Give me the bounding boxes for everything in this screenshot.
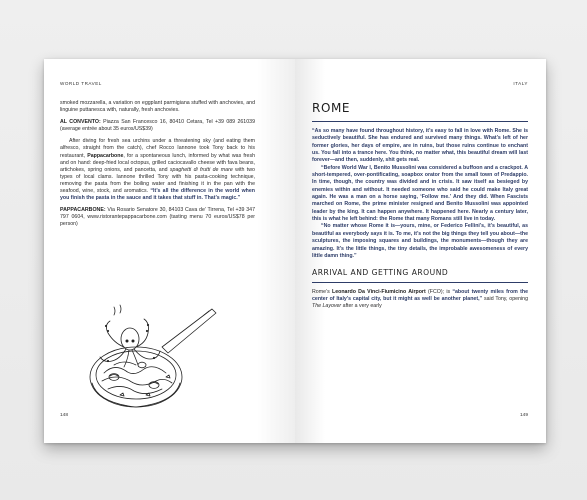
dish-name: spaghetti di frutti de mare [169,166,233,173]
listing-name: AL CONVENTO: [60,119,101,126]
listing-pappacarbone [60,207,255,228]
running-head-right: ITALY [513,81,528,86]
airport-name: Leonardo Da Vinci-Fiumicino Airport [331,289,426,296]
text-run: , for a spontaneous lunch, informed by what was fresh and on hand: deep-fried local octopus, grilled caciocavallo cheese with fava beans, artichokes, spring onions, and pancetta, and [60,152,255,173]
text-run: after a very early [341,303,382,310]
paragraph: smoked mozzarella, a variation on eggplant parmigiana stuffed with anchovies, and linguine puttanesca with, naturally, fresh anchovies. [60,100,255,114]
paragraph [60,138,255,202]
pull-quote: “It’s all the difference in the world when you finish the pasta in the sauce and it takes that stuff in. That’s magic.” [60,188,255,202]
open-book-spread [44,59,546,443]
listing-details: Piazza San Francesco 16, 80410 Cetara, Tel +39 089 261039 (average entrée about 35 euros/US$39) [60,119,255,133]
quote-paragraph: “As so many have found throughout history, it’s easy to fall in love with Rome. She is seductively beautiful. She has endured and survived many things. What’s left of her former glories, her days of empire, are in ruins, but those ruins continue to enchant us. You fall into a trance here. You think, no matter what, this beautiful dream will last forever—and then, suddenly, shit gets real. [312,128,528,164]
left-text-column [60,100,255,234]
page-number-left: 148 [60,413,69,418]
restaurant-name: Pappacarbone [87,152,124,159]
text-run: said Tony, opening [482,296,528,303]
octopus-in-pan-icon [84,303,219,415]
right-page [295,59,546,443]
listing-name: PAPPACARBONE: [60,207,106,214]
text-run: After diving for fresh sea urchins under a threatening sky (and eating them alfresco, straight from the catch), chef Rocco Iannone took Tony back to his restaurant, [60,138,255,159]
section-heading: ARRIVAL AND GETTING AROUND [312,268,528,283]
quote-paragraph: “No matter whose Rome it is—yours, mine, or Federico Fellini’s, it’s beautiful, as beautiful as everybody says it is. To me, it’s not the big things they tell you about—the sculptures, the imposing squares and buildings, the monuments—though they are amazing. It’s the little things, the tiny details, the improbable awesomeness of every little damn thing.” [312,223,528,259]
pull-quote: “about twenty miles from the center of Italy’s capital city, but it might as well be another planet,” [312,289,528,303]
paragraph [312,289,528,310]
page-number-right: 149 [519,413,528,418]
listing-al-convento [60,119,255,133]
chapter-title: ROME [312,101,528,122]
text-run: with two types of local clams. Iannone thrilled Tony with his pasta-cooking technique, removing the pasta from the boiling water and finishing it in the pan with the seafood, wine, stock, and aromatics. [60,166,255,195]
show-title: The Layover [312,303,342,310]
quote-paragraph: “Before World War I, Benito Mussolini was considered a buffoon and a crackpot. A short-tempered, over-pontificating, soapbox orator from the small town of Predappio. In time, though, the country was divided and in crisis. It saw itself as besieged by enemies within and without. It needed someone who said he could make Italy great again. He was a man on a horse saying, ‘Follow me.’ And they did. When Fascists marched on Rome, the prime minister resigned and Benito Mussolini was appointed leader by the king. It can happen anywhere. It happened here. Nearly a century later, this is what he left behind: the Rome that many Romans still live in today. [312,164,528,223]
listing-details: Via Rosario Senatore 30, 84103 Cava de’ Tirrena, Tel +39 347 797 0604, www.ristorantepappacarbone.com (tasting menu 70 euros/US$78 per person) [60,207,255,228]
right-text-column [312,99,528,315]
left-page [44,59,295,443]
text-run: Rome’s [312,289,332,296]
text-run: (FCO); is [425,289,453,296]
running-head-left: WORLD TRAVEL [60,81,102,86]
